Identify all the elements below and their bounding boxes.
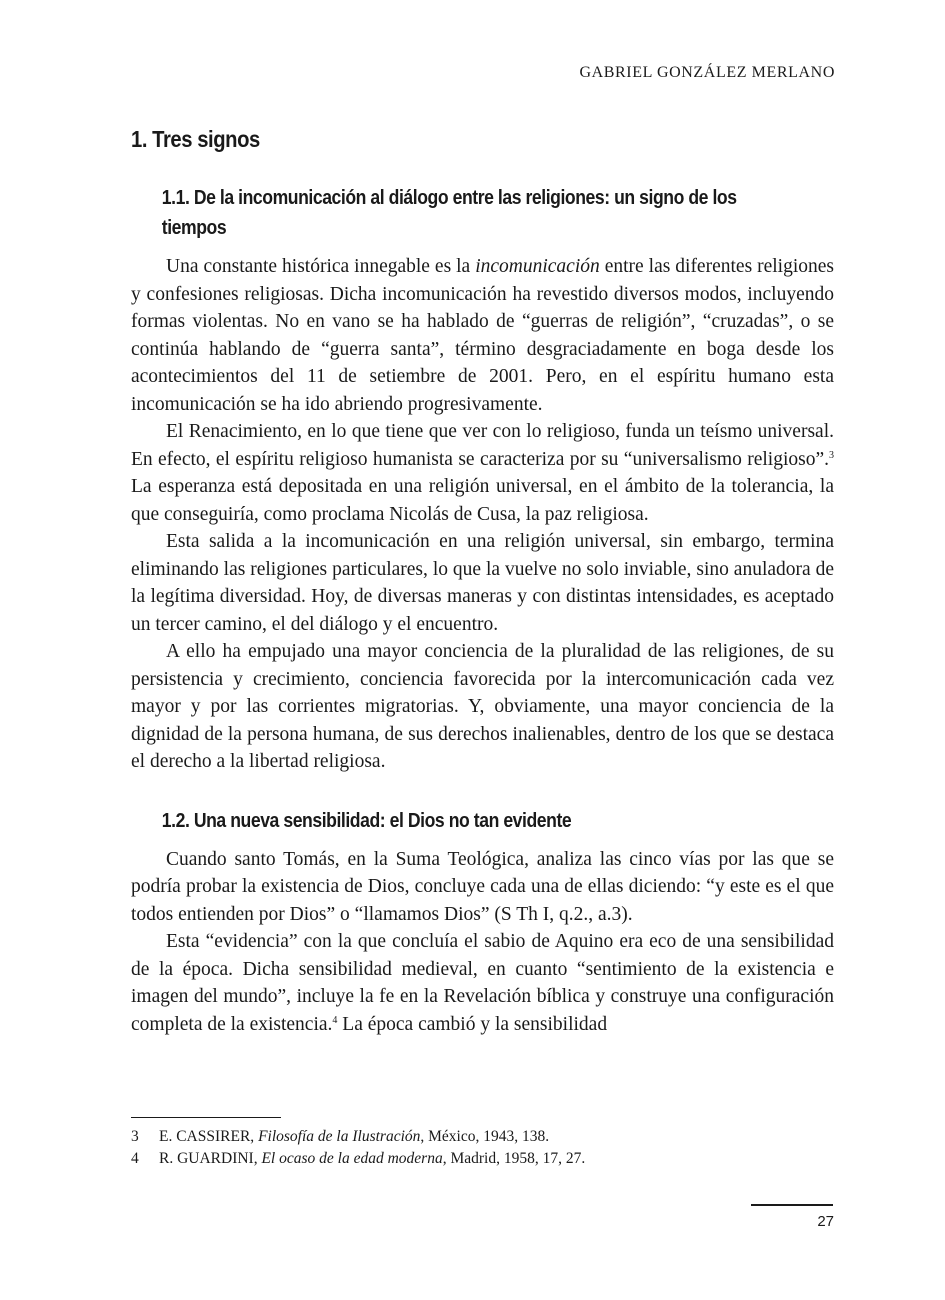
footnote-ref: 4	[332, 1014, 338, 1026]
paragraph: Esta salida a la incomunicación en una religión universal, sin embargo, termina eliminando las religiones particulares, lo que la vuelve no solo inviable, sino anuladora de la legítima diversidad. Hoy, de diversas maneras y con distintas intensidades, es aceptado un tercer camino, el del diálogo y el encuentro.	[131, 531, 834, 635]
paragraph: Cuando santo Tomás, en la Suma Teológica, analiza las cinco vías por las que se podría probar la existencia de Dios, concluye cada una de ellas diciendo: “y este es el que todos entienden por Dios” o “llamamos Dios” (S Th I, q.2., a.3).	[131, 848, 834, 925]
subsection-body-1-2	[131, 846, 834, 1039]
text-run: La época cambió y la sensibilidad	[337, 1013, 608, 1035]
footnote-divider	[131, 1117, 281, 1118]
footnote-text	[159, 1126, 549, 1148]
footnotes	[131, 1126, 831, 1170]
footnote	[131, 1126, 831, 1148]
paragraph: A ello ha empujado una mayor conciencia de la pluralidad de las religiones, de su persistencia y crecimiento, conciencia favorecida por la intercomunicación cada vez mayor y por las corrientes migratorias. Y, obviamente, una mayor conciencia de la dignidad de la persona humana, de sus derechos inalienables, dentro de los que se destaca el derecho a la libertad religiosa.	[131, 641, 834, 772]
text-run: La esperanza está depositada en una religión universal, en el ámbito de la tolerancia, la que conseguiría, como proclama Nicolás de Cusa, la paz religiosa.	[131, 476, 834, 525]
footnote-details: , Madrid, 1958, 17, 27.	[442, 1150, 586, 1167]
subsection-body-1-1	[131, 253, 834, 776]
subsection-title-1-2: 1.2. Una nueva sensibilidad: el Dios no tan evidente	[161, 809, 572, 832]
text-run: entre las diferentes religiones y confesiones religiosas. Dicha incomunicación ha revestido diversos modos, incluyendo formas violentas. No en vano se ha hablado de “guerras de religión”, “cruzadas”, o se continúa hablando de “guerra santa”, término desgraciadamente en boga desde los acontecimientos del 11 de setiembre de 2001. Pero, en el espíritu humano esta incomunicación se ha ido abriendo progresivamente.	[131, 256, 835, 415]
footnote-author: E. CASSIRER,	[159, 1128, 259, 1145]
footnote-ref: 3	[829, 449, 834, 461]
page-number-rule	[751, 1204, 833, 1206]
footnote	[131, 1148, 831, 1170]
footnote-number: 3	[131, 1128, 139, 1145]
text-run: El Renacimiento, en lo que tiene que ver con lo religioso, funda un teísmo universal. En efecto, el espíritu religioso humanista se caracteriza por su “universalismo religioso”.	[131, 421, 834, 470]
emphasis-text: incomunicación	[475, 256, 600, 277]
subsection-title-1-1: 1.1. De la incomunicación al diálogo entre las religiones: un signo de los tiempos	[161, 187, 737, 239]
paragraph	[131, 253, 834, 418]
page-content	[131, 126, 834, 1038]
footnote-author: R. GUARDINI,	[159, 1150, 262, 1167]
text-run: Una constante histórica innegable es la	[166, 256, 476, 277]
paragraph	[131, 418, 834, 528]
footnote-details: , México, 1943, 138.	[420, 1128, 550, 1145]
footnote-number: 4	[131, 1150, 139, 1167]
page-number: 27	[817, 1213, 834, 1230]
running-head: GABRIEL GONZÁLEZ MERLANO	[579, 64, 835, 81]
footnote-work: Filosofía de la Ilustración	[258, 1128, 421, 1145]
paragraph	[131, 928, 834, 1038]
text-run: Esta “evidencia” con la que concluía el sabio de Aquino era eco de una sensibilidad de la época. Dicha sensibilidad medieval, en cuanto “sentimiento de la existencia e imagen del mundo”, incluye la fe en la Revelación bíblica y construye una configuración completa de la existencia.	[131, 931, 834, 1035]
footnote-text	[159, 1148, 585, 1170]
section-title: 1. Tres signos	[131, 126, 260, 152]
footnote-work: El ocaso de la edad moderna	[261, 1150, 443, 1167]
